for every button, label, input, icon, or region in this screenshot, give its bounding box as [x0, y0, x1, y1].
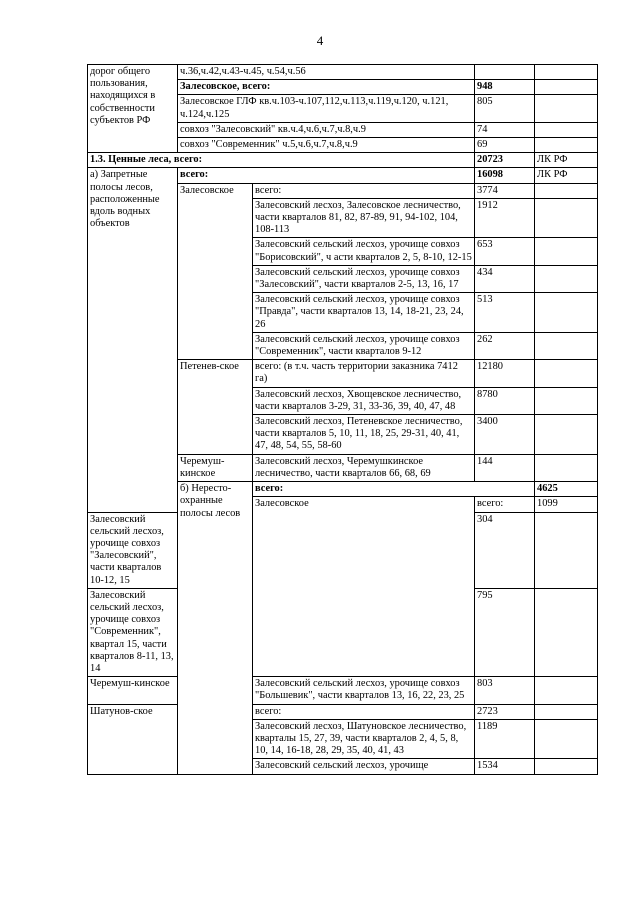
- section-title: 1.3. Ценные леса, всего:: [88, 153, 475, 168]
- desc-cell: Залесовский лесхоз, Залесовское лесничество, части кварталов 81, 82, 87-89, 91, 94-102, 104, 108-113: [253, 198, 475, 238]
- desc-cell: Залесовский сельский лесхоз, урочище совхоз "Большевик", части кварталов 13, 16, 22, 23, 25: [253, 677, 475, 704]
- table-row: [88, 65, 598, 80]
- area-cell: 948: [475, 80, 535, 95]
- district-name: Петенев-ское: [178, 360, 253, 454]
- page-number: 4: [316, 33, 324, 48]
- desc-cell: Залесовский лесхоз, Шатуновское лесничество, кварталы 15, 27, 39, части кварталов 2, 4, 5, 8, 10, 14, 16-18, 28, 29, 35, 40, 41, 43: [253, 719, 475, 759]
- table-row: [88, 153, 598, 168]
- table-row: [88, 168, 598, 183]
- basis-cell: [535, 293, 598, 333]
- basis-cell: [535, 454, 598, 481]
- district-total-label: всего:: [475, 497, 535, 512]
- area-cell: 653: [475, 238, 535, 265]
- basis-cell: [535, 122, 598, 137]
- basis-cell: [535, 95, 598, 122]
- area-cell: 262: [475, 332, 535, 359]
- desc-cell: ч.36,ч.42,ч.43-ч.45, ч.54,ч.56: [178, 65, 475, 80]
- area-cell: 4625: [535, 482, 598, 497]
- desc-cell: Залесовский лесхоз, Черемушкинское лесничество, части кварталов 66, 68, 69: [253, 454, 475, 481]
- subsection-total-label: всего:: [253, 482, 535, 497]
- district-name: Залесовское: [178, 183, 253, 360]
- basis-cell: [535, 704, 598, 719]
- district-total-label: Залесовское, всего:: [178, 80, 475, 95]
- forest-table: [87, 64, 598, 775]
- area-cell: 16098: [475, 168, 535, 183]
- desc-cell: Залесовский сельский лесхоз, урочище совхоз "Современник", квартал 15, части кварталов 8-11, 13, 14: [88, 588, 178, 676]
- basis-cell: [535, 138, 598, 153]
- category-cell: дорог общего пользования, находящихся в собственности субъектов РФ: [88, 65, 178, 153]
- basis-cell: [535, 415, 598, 455]
- area-cell: 20723: [475, 153, 535, 168]
- desc-cell: Залесовский сельский лесхоз, урочище совхоз "Современник", части кварталов 9-12: [253, 332, 475, 359]
- area-cell: 3774: [475, 183, 535, 198]
- desc-cell: совхоз "Залесовский" кв.ч.4,ч.6,ч.7,ч.8,ч.9: [178, 122, 475, 137]
- subsection-label: а) Запретные полосы лесов, расположенные вдоль водных объектов: [88, 168, 178, 512]
- basis-cell: [535, 759, 598, 774]
- area-cell: 513: [475, 293, 535, 333]
- basis-cell: [535, 360, 598, 387]
- desc-cell: совхоз "Современник" ч.5,ч.6,ч.7,ч.8,ч.9: [178, 138, 475, 153]
- desc-cell: Залесовский сельский лесхоз, урочище совхоз "Борисовский", ч асти кварталов 2, 5, 8-10, 12-15: [253, 238, 475, 265]
- area-cell: 3400: [475, 415, 535, 455]
- district-name: Шатунов-ское: [88, 704, 178, 774]
- basis-cell: [535, 265, 598, 292]
- area-cell: 1912: [475, 198, 535, 238]
- area-cell: 8780: [475, 387, 535, 414]
- basis-cell: [535, 80, 598, 95]
- basis-cell: ЛК РФ: [535, 153, 598, 168]
- desc-cell: Залесовский сельский лесхоз, урочище совхоз "Залесовский", части кварталов 2-5, 13, 16, 17: [253, 265, 475, 292]
- basis-cell: ЛК РФ: [535, 168, 598, 183]
- area-cell: 69: [475, 138, 535, 153]
- desc-cell: Залесовский сельский лесхоз, урочище совхоз "Залесовский", части кварталов 10-12, 15: [88, 512, 178, 588]
- subsection-total-label: всего:: [178, 168, 475, 183]
- table-row: [88, 704, 598, 719]
- basis-cell: [535, 332, 598, 359]
- area-cell: [475, 65, 535, 80]
- desc-cell: Залесовский сельский лесхоз, урочище: [253, 759, 475, 774]
- district-total-label: всего:: [253, 704, 475, 719]
- area-cell: 1189: [475, 719, 535, 759]
- area-cell: 795: [475, 588, 535, 676]
- area-cell: 1534: [475, 759, 535, 774]
- area-cell: 805: [475, 95, 535, 122]
- basis-cell: [535, 198, 598, 238]
- area-cell: 1099: [535, 497, 598, 512]
- district-total-label: всего:: [253, 183, 475, 198]
- basis-cell: [535, 238, 598, 265]
- basis-cell: [535, 183, 598, 198]
- area-cell: 74: [475, 122, 535, 137]
- basis-cell: [535, 512, 598, 588]
- desc-cell: Залесовский лесхоз, Хвощевское лесничество, части кварталов 3-29, 31, 33-36, 39, 40, 47, 48: [253, 387, 475, 414]
- basis-cell: [535, 588, 598, 676]
- basis-cell: [535, 719, 598, 759]
- area-cell: 304: [475, 512, 535, 588]
- basis-cell: [535, 387, 598, 414]
- desc-cell: Залесовский сельский лесхоз, урочище совхоз "Правда", части кварталов 13, 14, 18-21, 23, 24, 26: [253, 293, 475, 333]
- area-cell: 803: [475, 677, 535, 704]
- area-cell: 144: [475, 454, 535, 481]
- area-cell: 434: [475, 265, 535, 292]
- desc-cell: Залесовское ГЛФ кв.ч.103-ч.107,112,ч.113,ч.119,ч.120, ч.121, ч.124,ч.125: [178, 95, 475, 122]
- table-row: [88, 677, 598, 704]
- district-name: Черемуш-кинское: [88, 677, 178, 704]
- district-total-label: всего: (в т.ч. часть территории заказника 7412 га): [253, 360, 475, 387]
- subsection-label: б) Нересто-охранные полосы лесов: [178, 482, 253, 774]
- desc-cell: Залесовский лесхоз, Петеневское лесничество, части кварталов 5, 10, 11, 18, 25, 29-31, 40, 41, 47, 48, 54, 55, 58-60: [253, 415, 475, 455]
- basis-cell: [535, 677, 598, 704]
- district-name: Залесовское: [253, 497, 475, 677]
- district-name: Черемуш-кинское: [178, 454, 253, 481]
- basis-cell: [535, 65, 598, 80]
- area-cell: 12180: [475, 360, 535, 387]
- area-cell: 2723: [475, 704, 535, 719]
